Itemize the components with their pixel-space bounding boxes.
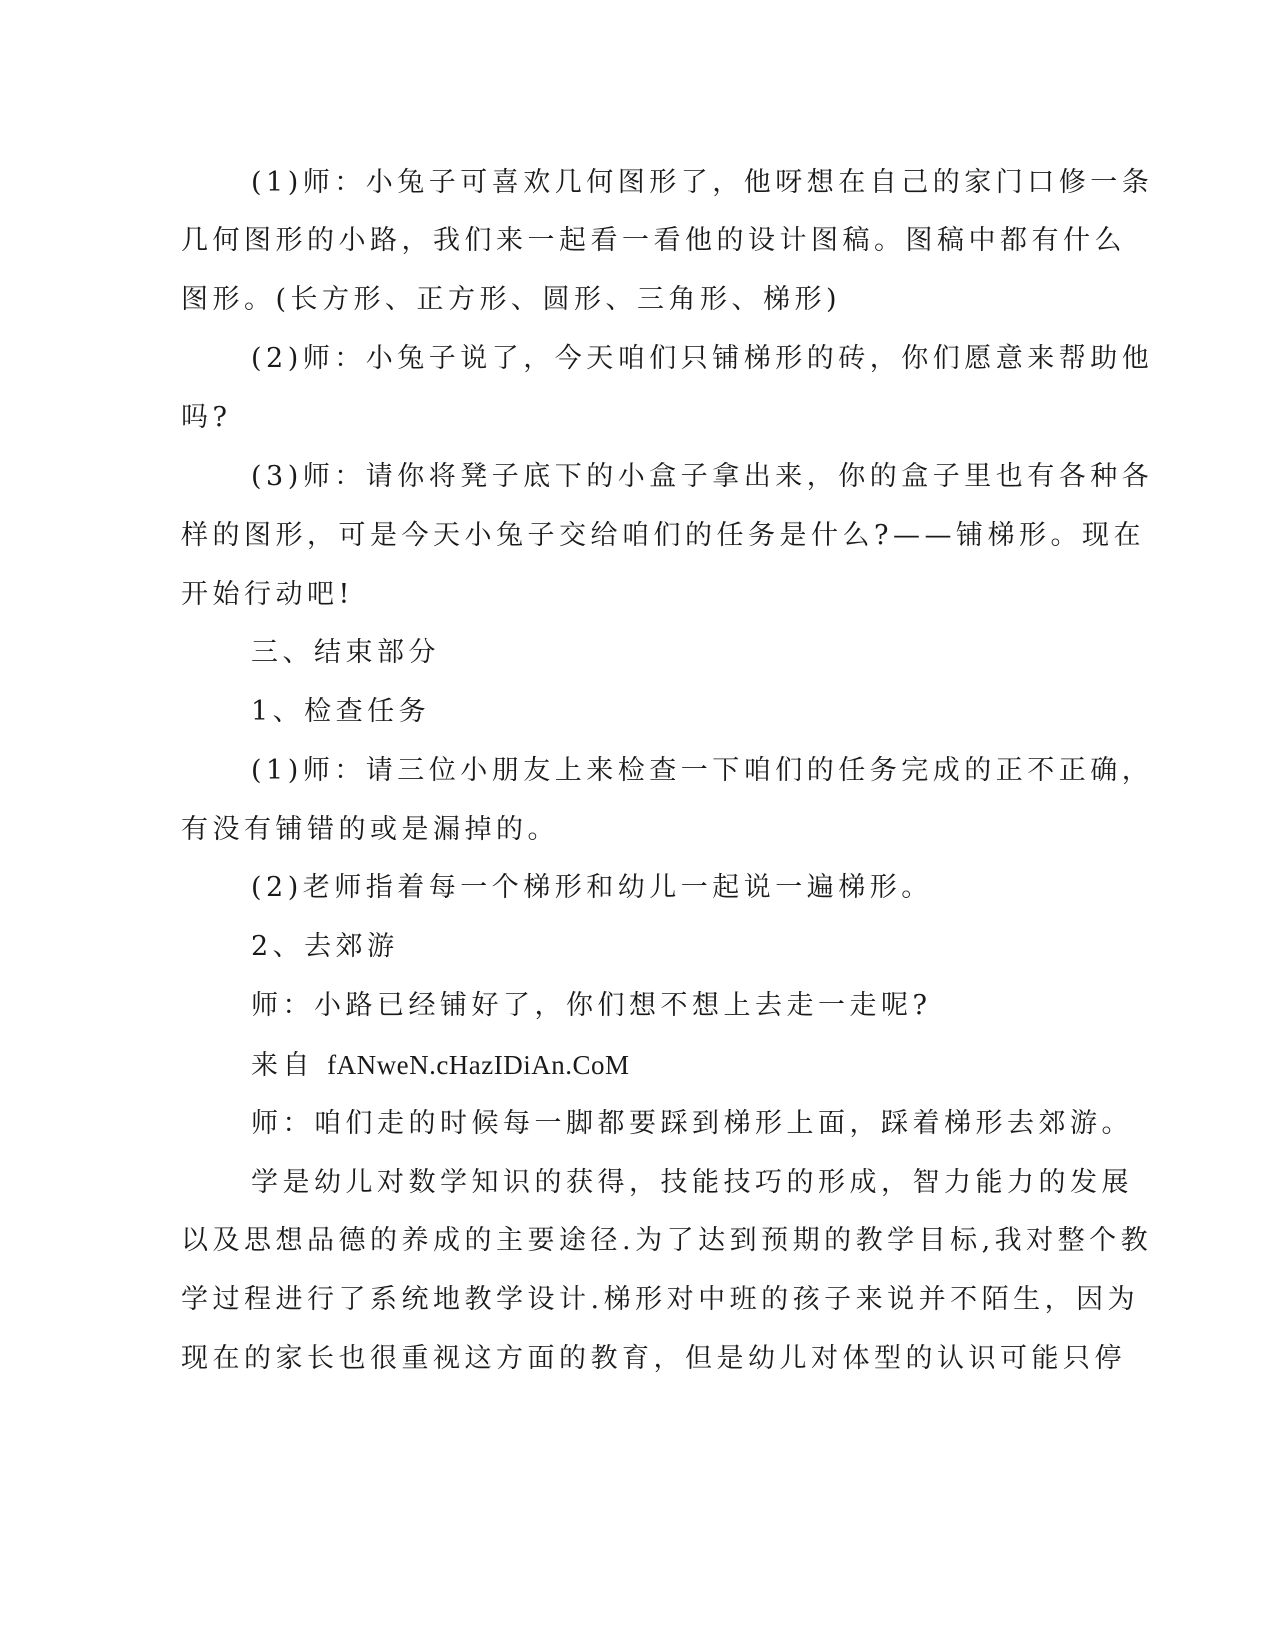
source-prefix: 来自 [251,1050,314,1081]
paragraph-6: 师：小路已经铺好了，你们想不想上去走一走呢? [251,990,932,1021]
subheading-outing: 2、去郊游 [251,931,399,962]
paragraph-3-line-3: 开始行动吧! [181,579,354,610]
subheading-check-task: 1、检查任务 [251,696,431,727]
paragraph-8-line-4: 现在的家长也很重视这方面的教育，但是幼儿对体型的认识可能只停 [181,1343,1126,1374]
source-line [251,1045,630,1085]
paragraph-1-line-3: 图形。(长方形、正方形、圆形、三角形、梯形) [181,284,842,315]
paragraph-4-line-1: (1)师：请三位小朋友上来检查一下咱们的任务完成的正不正确， [251,755,1154,786]
paragraph-8-line-1: 学是幼儿对数学知识的获得，技能技巧的形成，智力能力的发展 [251,1167,1133,1198]
paragraph-2-line-1: (2)师：小兔子说了，今天咱们只铺梯形的砖，你们愿意来帮助他 [251,343,1154,374]
paragraph-3-line-1: (3)师：请你将凳子底下的小盒子拿出来，你的盒子里也有各种各 [251,461,1154,492]
paragraph-8-line-2: 以及思想品德的养成的主要途径.为了达到预期的教学目标,我对整个教 [181,1225,1153,1256]
paragraph-2-line-2: 吗? [181,402,232,433]
paragraph-5: (2)老师指着每一个梯形和幼儿一起说一遍梯形。 [251,872,933,903]
source-site-text: fANweN.cHazIDiAn.CoM [327,1050,630,1080]
paragraph-1-line-2: 几何图形的小路，我们来一起看一看他的设计图稿。图稿中都有什么 [181,225,1126,256]
paragraph-7: 师：咱们走的时候每一脚都要踩到梯形上面，踩着梯形去郊游。 [251,1108,1133,1139]
paragraph-4-line-2: 有没有铺错的或是漏掉的。 [181,814,559,845]
paragraph-1-line-1: (1)师：小兔子可喜欢几何图形了，他呀想在自己的家门口修一条 [251,167,1154,198]
section-heading-end: 三、结束部分 [251,637,440,668]
paragraph-8-line-3: 学过程进行了系统地教学设计.梯形对中班的孩子来说并不陌生，因为 [181,1284,1140,1315]
paragraph-3-line-2: 样的图形，可是今天小兔子交给咱们的任务是什么?——铺梯形。现在 [181,520,1145,551]
